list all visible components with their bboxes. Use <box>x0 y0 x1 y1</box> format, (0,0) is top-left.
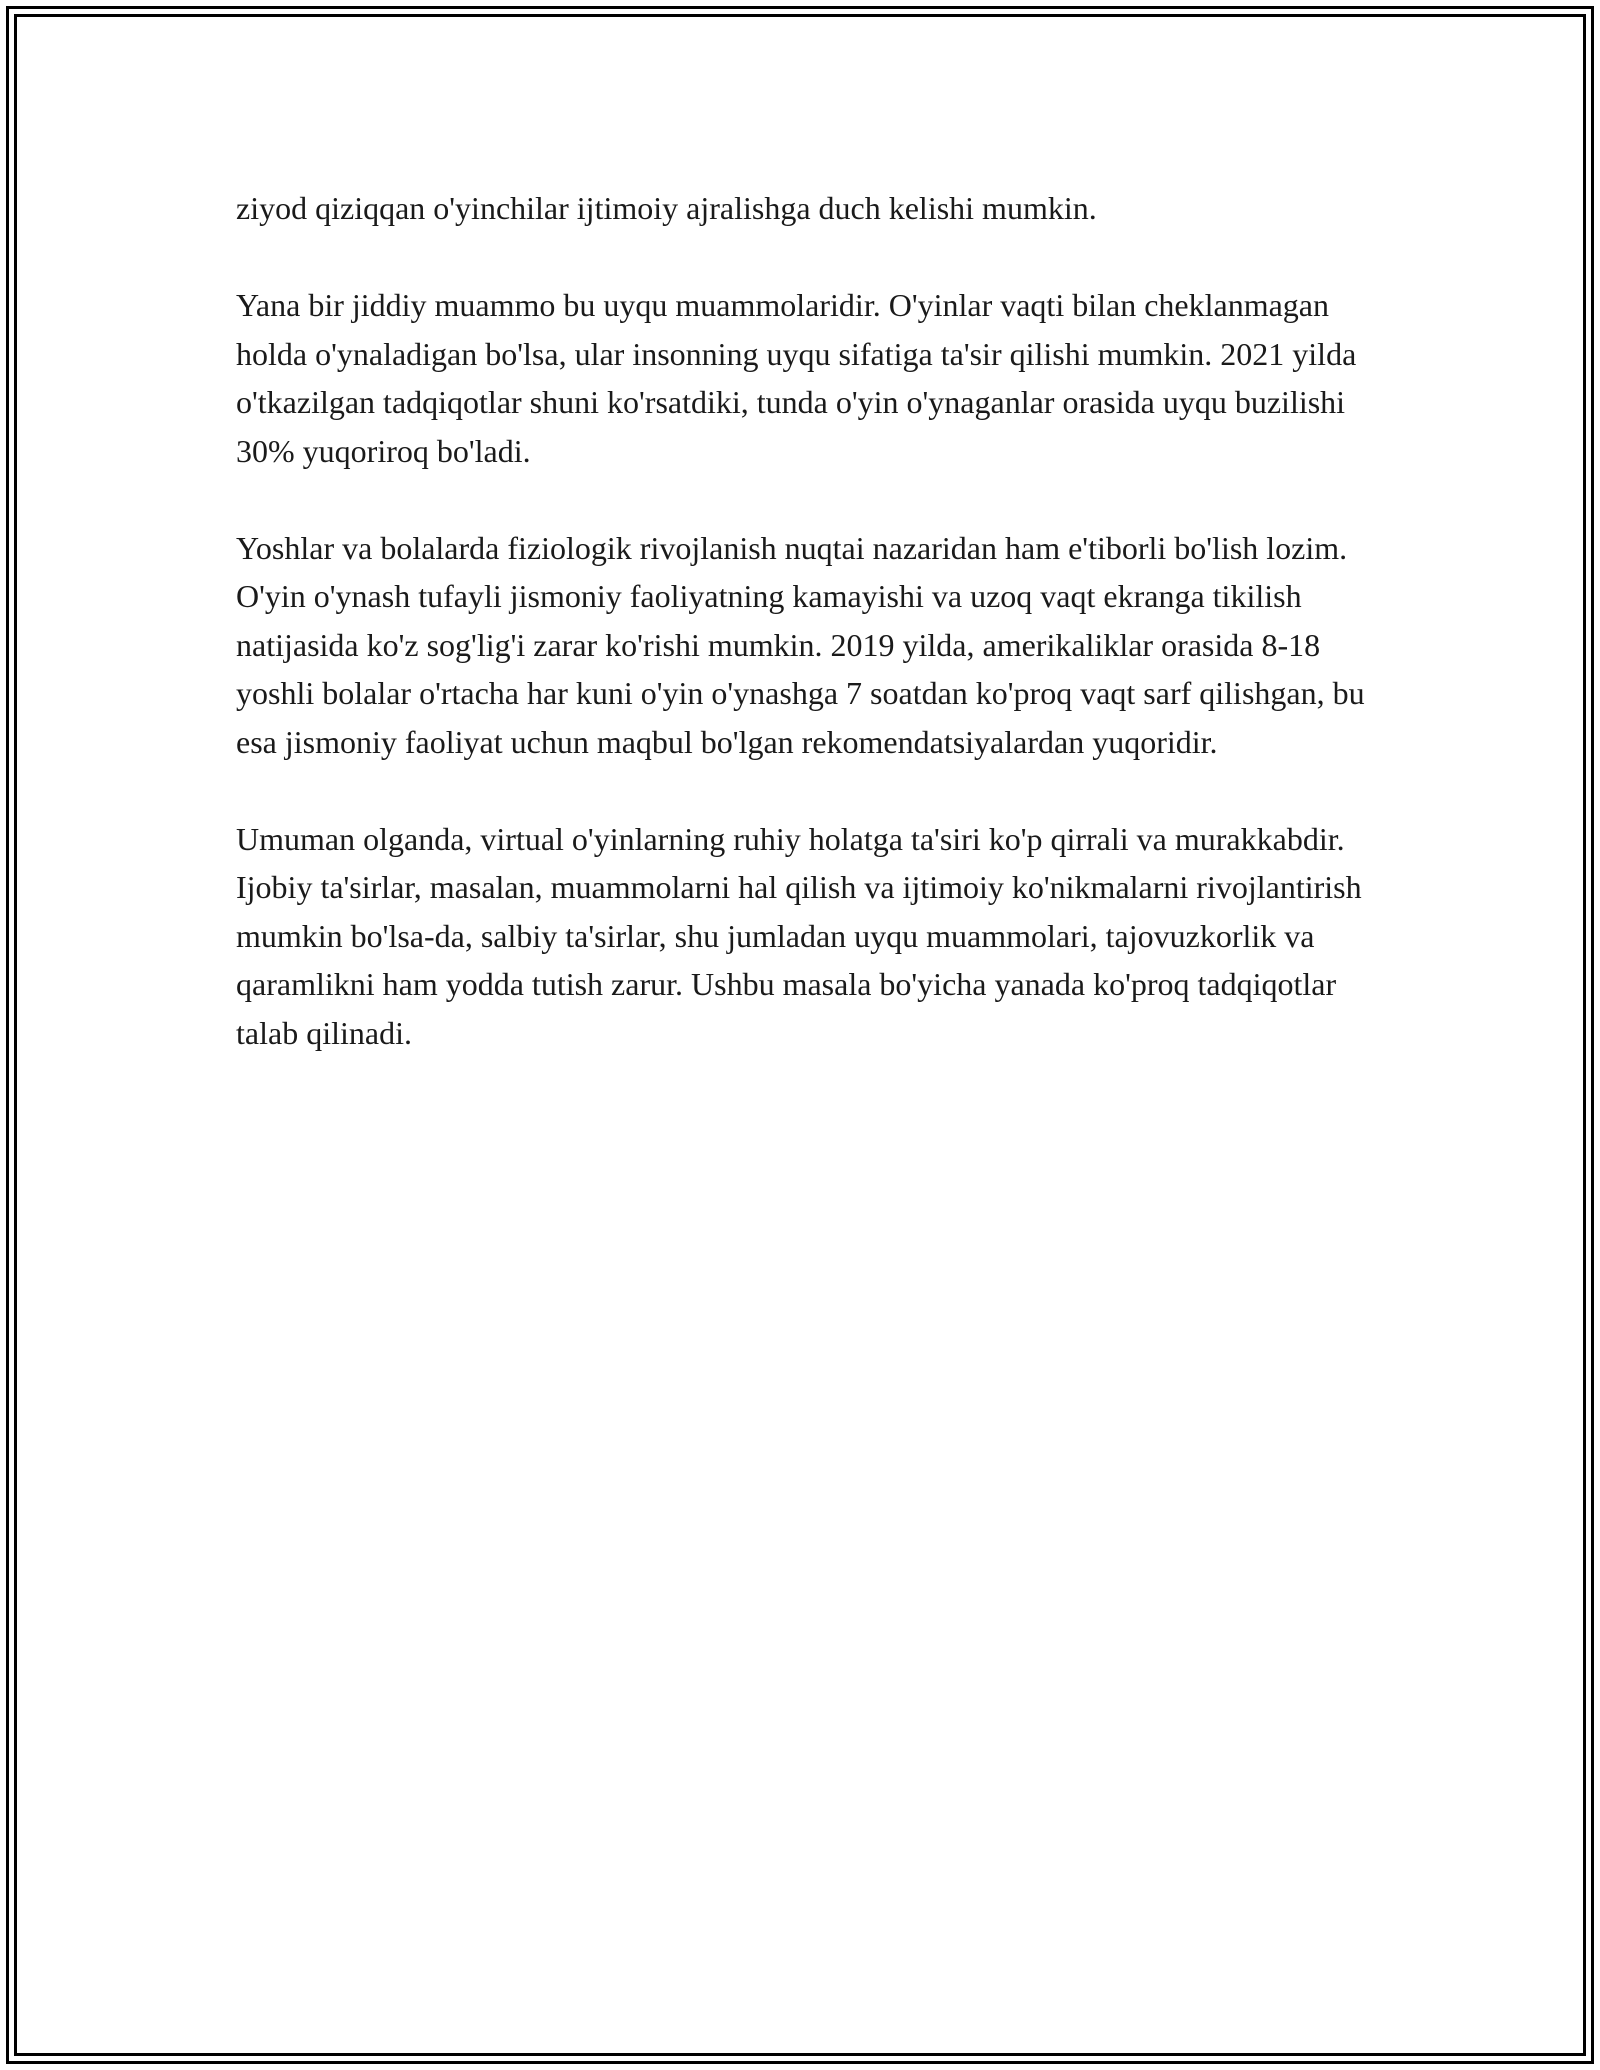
paragraph-physiological-development: Yoshlar va bolalarda fiziologik rivojlanish nuqtai nazaridan ham e'tiborli bo'lish lozim. O'yin o'ynash tufayli jismoniy faoliyatning kamayishi va uzoq vaqt ekranga tikilish natijasida ko'z sog'lig'i zarar ko'rishi mumkin. 2019 yilda, amerikaliklar orasida 8-18 yoshli bolalar o'rtacha har kuni o'yin o'ynashga 7 soatdan ko'proq vaqt sarf qilishgan, bu esa jismoniy faoliyat uchun maqbul bo'lgan rekomendatsiyalardan yuqoridir. <box>236 529 1365 760</box>
paragraph-conclusion: Umuman olganda, virtual o'yinlarning ruhiy holatga ta'siri ko'p qirrali va murakkabdir. Ijobiy ta'sirlar, masalan, muammolarni hal qilish va ijtimoiy ko'nikmalarni rivojlantirish mumkin bo'lsa-da, salbiy ta'sirlar, shu jumladan uyqu muammolari, tajovuzkorlik va qaramlikni ham yodda tutish zarur. Ushbu masala bo'yicha yanada ko'proq tadqiqotlar talab qilinadi. <box>236 820 1362 1051</box>
document-body <box>236 184 1376 1106</box>
paragraph-continuation: ziyod qiziqqan o'yinchilar ijtimoiy ajralishga duch kelishi mumkin. <box>236 190 1097 226</box>
paragraph-sleep-problems: Yana bir jiddiy muammo bu uyqu muammolaridir. O'yinlar vaqti bilan cheklanmagan holda o'ynaladigan bo'lsa, ular insonning uyqu sifatiga ta'sir qilishi mumkin. 2021 yilda o'tkazilgan tadqiqotlar shuni ko'rsatdiki, tunda o'yin o'ynaganlar orasida uyqu buzilishi 30% yuqoriroq bo'ladi. <box>236 287 1357 469</box>
